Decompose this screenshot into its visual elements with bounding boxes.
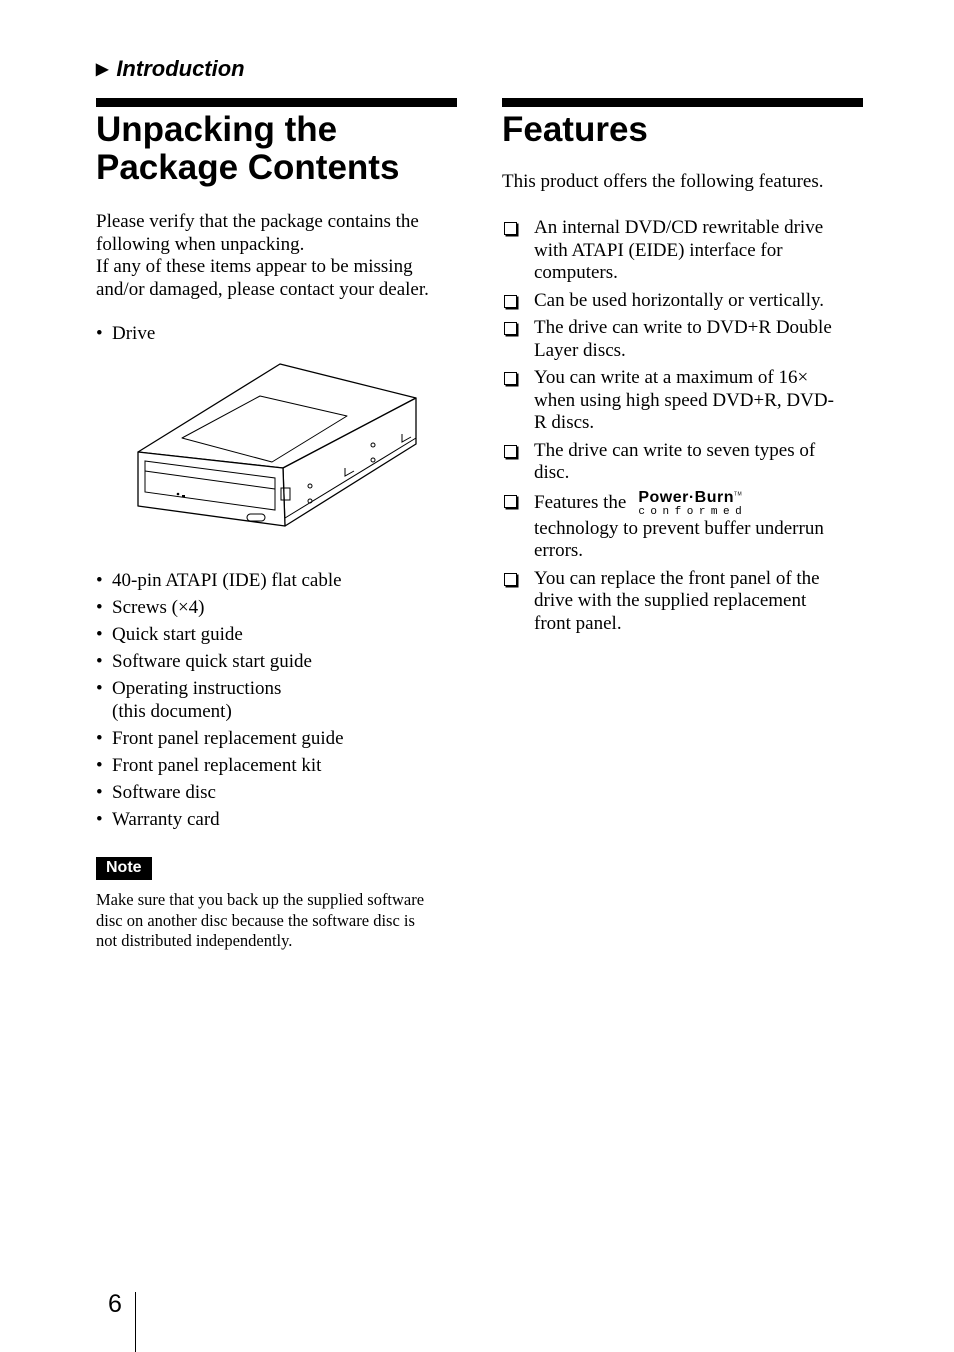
feature-line: The drive can write to DVD+R Double — [534, 317, 832, 338]
note-line: Make sure that you back up the supplied software — [96, 890, 425, 909]
list-item-label: Quick start guide — [112, 624, 243, 645]
section-label-text: Introduction — [116, 56, 245, 81]
intro-line: Please verify that the package contains the — [96, 211, 419, 232]
feature-item — [502, 440, 864, 485]
unpacking-title — [96, 111, 399, 187]
feature-line: Layer discs. — [534, 339, 626, 361]
feature-line: technology to prevent buffer underrun — [534, 517, 824, 539]
drive-illustration — [130, 358, 425, 538]
feature-line: when using high speed DVD+R, DVD- — [534, 389, 834, 411]
feature-line: Features the — [534, 491, 627, 513]
list-item — [96, 728, 344, 751]
checkbox-square-icon — [504, 222, 517, 235]
intro-line: and/or damaged, please contact your dealer. — [96, 278, 429, 300]
list-item-label: Front panel replacement kit — [112, 754, 322, 776]
list-item-sub-note: (this document) — [112, 700, 232, 722]
power-burn-logo-subtext: conformed — [638, 505, 748, 518]
unpacking-title-line-2: Package Contents — [96, 148, 400, 187]
note-text — [96, 890, 460, 952]
bullet-icon: • — [96, 597, 103, 618]
feature-line: front panel. — [534, 612, 622, 634]
unpacking-intro — [96, 211, 466, 301]
unpacking-title-line-1: Unpacking the — [96, 110, 338, 149]
list-item — [96, 570, 344, 593]
page-number-divider — [135, 1292, 136, 1352]
bullet-icon: • — [96, 624, 103, 645]
list-item — [96, 809, 344, 832]
feature-line: drive with the supplied replacement — [534, 590, 807, 611]
checkbox-square-icon — [504, 295, 517, 308]
feature-line: The drive can write to seven types of — [534, 439, 816, 461]
note-badge: Note — [96, 857, 152, 880]
bullet-icon: • — [96, 727, 103, 749]
list-item-label: Warranty card — [112, 808, 220, 830]
drive-list — [96, 323, 155, 350]
bullet-icon: • — [96, 754, 103, 776]
feature-item — [502, 290, 864, 313]
bullet-icon: • — [96, 651, 103, 672]
feature-line: disc. — [534, 462, 570, 483]
bullet-icon: • — [96, 781, 103, 803]
list-item-label: 40-pin ATAPI (IDE) flat cable — [112, 570, 342, 591]
feature-line: Can be used horizontally or vertically. — [534, 289, 825, 311]
triangle-right-icon: ▶ — [96, 61, 109, 78]
right-heading-rule — [502, 98, 863, 107]
list-item — [96, 597, 344, 620]
feature-line: You can write at a maximum of 16× — [534, 367, 809, 388]
bullet-icon: • — [96, 570, 103, 591]
feature-item — [502, 317, 864, 362]
feature-item — [502, 217, 864, 285]
feature-line: with ATAPI (EIDE) interface for — [534, 239, 783, 261]
features-list — [502, 217, 864, 640]
list-item-label: Front panel replacement guide — [112, 727, 344, 749]
checkbox-square-icon — [504, 573, 517, 586]
list-item-label: Screws (×4) — [112, 597, 205, 618]
list-item — [96, 651, 344, 674]
list-item — [96, 624, 344, 647]
power-burn-logo-text: Power·Burn — [638, 488, 734, 506]
intro-line: following when unpacking. — [96, 233, 305, 255]
list-item — [96, 323, 155, 346]
feature-item — [502, 367, 864, 435]
list-item — [96, 678, 344, 723]
intro-line: If any of these items appear to be missing — [96, 256, 413, 277]
feature-item — [502, 568, 864, 636]
features-intro: This product offers the following features. — [502, 171, 824, 192]
feature-line: computers. — [534, 262, 618, 283]
features-title: Features — [502, 110, 648, 149]
page-number: 6 — [108, 1290, 122, 1318]
power-burn-logo-tm: TM — [734, 491, 743, 498]
bullet-icon: • — [96, 808, 103, 830]
feature-item — [502, 490, 864, 563]
feature-line: R discs. — [534, 412, 595, 433]
note-line: not distributed independently. — [96, 931, 293, 950]
list-item-label: Software disc — [112, 781, 216, 803]
checkbox-square-icon — [504, 495, 517, 508]
bullet-icon: • — [96, 323, 103, 344]
list-item-label: Operating instructions — [112, 678, 282, 699]
list-item-label: Drive — [112, 323, 156, 344]
checkbox-square-icon — [504, 445, 517, 458]
list-item — [96, 755, 344, 778]
power-burn-logo — [638, 490, 747, 518]
checkbox-square-icon — [504, 372, 517, 385]
feature-line: You can replace the front panel of the — [534, 567, 820, 589]
power-burn-logo-wordmark — [638, 490, 747, 506]
left-heading-rule — [96, 98, 457, 107]
note-line: disc on another disc because the software disc is — [96, 910, 415, 930]
bullet-icon: • — [96, 678, 103, 699]
package-contents-list — [96, 570, 344, 836]
list-item — [96, 782, 344, 805]
feature-line: errors. — [534, 540, 584, 561]
list-item-label: Software quick start guide — [112, 651, 312, 672]
checkbox-square-icon — [504, 322, 517, 335]
section-label — [96, 56, 245, 82]
feature-line: An internal DVD/CD rewritable drive — [534, 217, 824, 238]
